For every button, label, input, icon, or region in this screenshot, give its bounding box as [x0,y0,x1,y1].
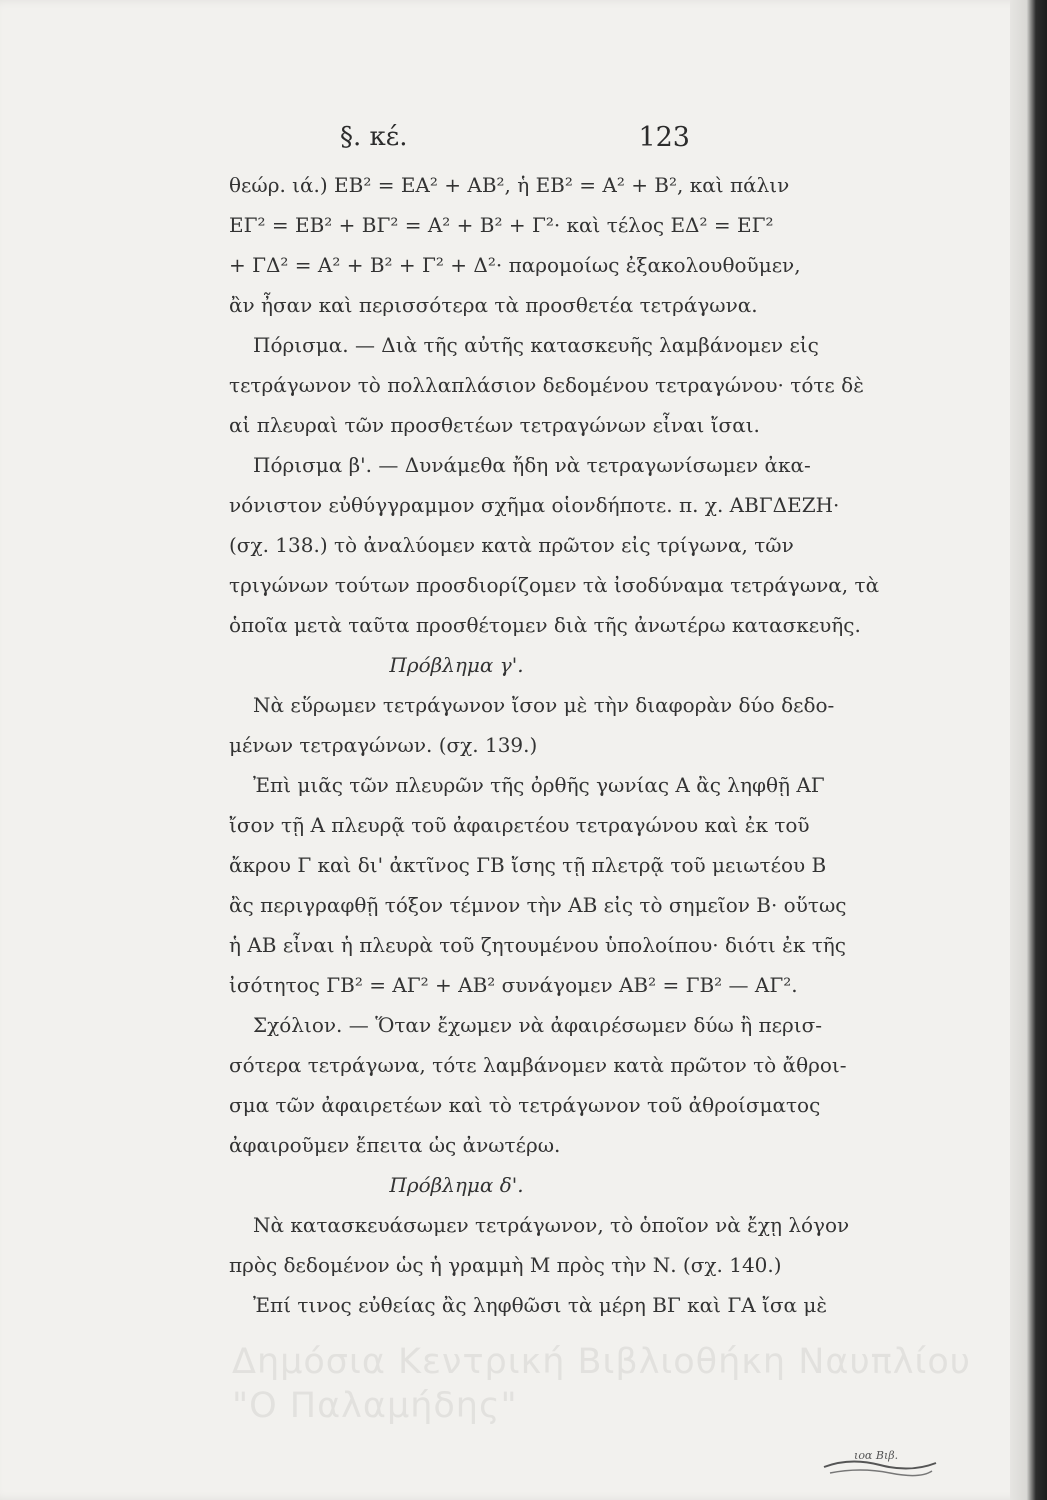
page-body [229,165,880,1325]
library-stamp [820,1443,940,1479]
text-line: (σχ. 138.) τὸ ἀναλύομεν κατὰ πρῶτον εἰς τρίγωνα, τῶν [229,533,794,557]
text-line: Ἐπί τινος εὐθείας ἂς ληφθῶσι τὰ μέρη ΒΓ καὶ ΓΑ ἴσα μὲ [253,1293,828,1317]
text-line: ἡ ΑΒ εἶναι ἡ πλευρὰ τοῦ ζητουμένου ὑπολοίπου· διότι ἐκ τῆς [229,933,846,957]
text-line: τριγώνων τούτων προσδιορίζομεν τὰ ἰσοδύναμα τετράγωνα, τὰ [229,573,880,597]
text-line: Νὰ κατασκευάσωμεν τετράγωνον, τὸ ὁποῖον νὰ ἔχῃ λόγον [253,1213,850,1237]
text-line: ὁποῖα μετὰ ταῦτα προσθέτομεν διὰ τῆς ἀνωτέρω κατασκευῆς. [229,613,861,637]
text-line: ἰσότητος ΓΒ² = ΑΓ² + ΑΒ² συνάγομεν ΑΒ² = ΓΒ² — ΑΓ². [229,973,798,997]
text-line: αἱ πλευραὶ τῶν προσθετέων τετραγώνων εἶναι ἴσαι. [229,413,760,437]
watermark-line-1: Δημόσια Κεντρική Βιβλιοθήκη Ναυπλίου [232,1342,972,1382]
text-line: Σχόλιον. — Ὅταν ἔχωμεν νὰ ἀφαιρέσωμεν δύω ἢ περισ- [253,1013,823,1037]
text-line: νόνιστον εὐθύγγραμμον σχῆμα οἱονδήποτε. π. χ. ΑΒΓΔΕΖΗ· [229,493,840,517]
section-marker: §. κέ. [340,122,408,152]
text-line: Νὰ εὕρωμεν τετράγωνον ἴσον μὲ τὴν διαφορὰν δύο δεδο- [253,693,835,717]
text-line: σμα τῶν ἀφαιρετέων καὶ τὸ τετράγωνον τοῦ ἀθροίσματος [229,1093,821,1117]
text-line: σότερα τετράγωνα, τότε λαμβάνομεν κατὰ πρῶτον τὸ ἄθροι- [229,1053,847,1077]
text-line: Πόρισμα β'. — Δυνάμεθα ἤδη νὰ τετραγωνίσωμεν ἀκα- [253,453,811,477]
text-line: ἂν ἦσαν καὶ περισσότερα τὰ προσθετέα τετράγωνα. [229,293,758,317]
text-line: Ἐπὶ μιᾶς τῶν πλευρῶν τῆς ὀρθῆς γωνίας Α ἂς ληφθῇ ΑΓ [253,773,825,797]
page-header [230,122,690,158]
page-edge-shadow [1010,0,1047,1500]
text-line: ἄκρου Γ καὶ δι' ἀκτῖνος ΓΒ ἴσης τῇ πλετρᾷ τοῦ μειωτέου Β [229,853,827,877]
text-line: τετράγωνον τὸ πολλαπλάσιον δεδομένου τετραγώνου· τότε δὲ [229,373,864,397]
text-line: ἂς περιγραφθῇ τόξον τέμνον τὴν ΑΒ εἰς τὸ σημεῖον Β· οὕτως [229,893,847,917]
text-line: ΕΓ² = ΕΒ² + ΒΓ² = Α² + Β² + Γ²· καὶ τέλος ΕΔ² = ΕΓ² [229,213,774,237]
text-line: + ΓΔ² = Α² + Β² + Γ² + Δ²· παρομοίως ἐξακολουθοῦμεν, [229,253,801,277]
text-line: Πόρισμα. — Διὰ τῆς αὐτῆς κατασκευῆς λαμβάνομεν εἰς [253,333,819,357]
watermark-line-2: "Ο Παλαμήδης" [232,1386,518,1426]
text-line: ἀφαιροῦμεν ἔπειτα ὡς ἀνωτέρω. [229,1133,561,1157]
stamp-text: ιοα Βιβ. [854,1449,899,1462]
problem-heading: Πρόβλημα γ'. [389,653,524,677]
problem-heading: Πρόβλημα δ'. [389,1173,524,1197]
library-watermark [232,1340,1022,1428]
text-line: θεώρ. ιά.) ΕΒ² = ΕΑ² + ΑΒ², ἡ ΕΒ² = Α² + Β², καὶ πάλιν [229,173,790,197]
text-line: μένων τετραγώνων. (σχ. 139.) [229,733,538,757]
page-number: 123 [638,122,690,153]
text-line: πρὸς δεδομένον ὡς ἡ γραμμὴ Μ πρὸς τὴν Ν. (σχ. 140.) [229,1253,782,1277]
text-line: ἴσον τῇ Α πλευρᾷ τοῦ ἀφαιρετέου τετραγώνου καὶ ἐκ τοῦ [229,813,810,837]
stamp-mark-icon [820,1443,940,1479]
